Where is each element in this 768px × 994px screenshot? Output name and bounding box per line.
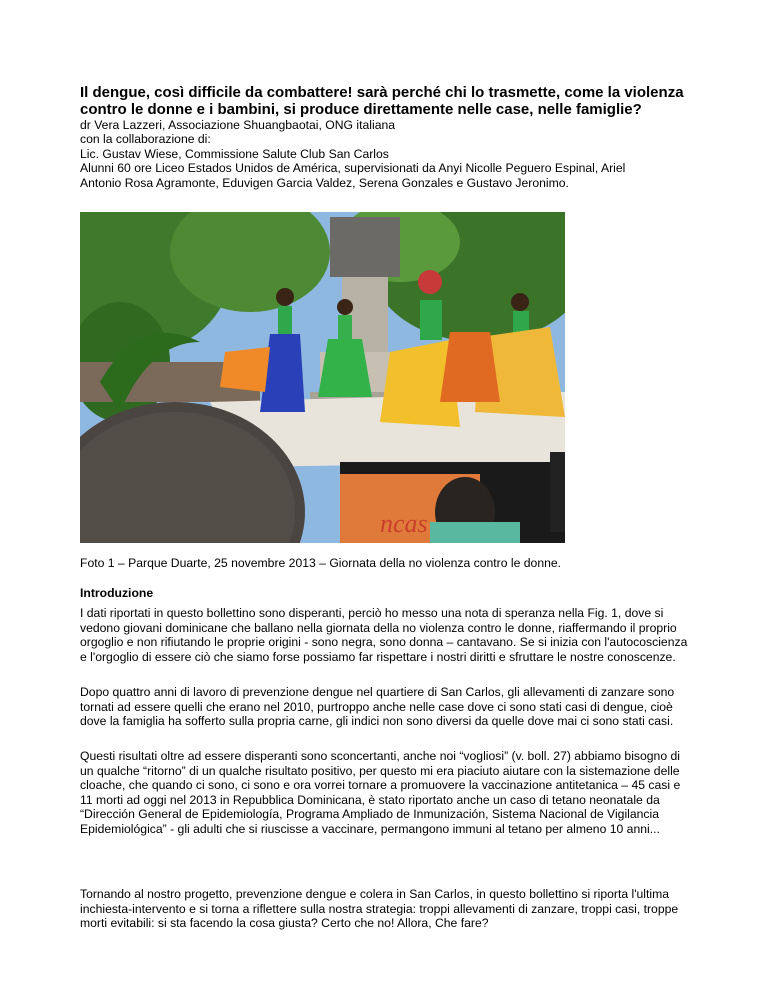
author-line: con la collaborazione di: [80,132,211,147]
paragraph: Tornando al nostro progetto, prevenzione dengue e colera in San Carlos, in questo bollettino si riporta l'ultima inchiesta-intervento e si torna a riflettere sulla nostra strategia: troppi allevamenti di zanzare, troppi casi, troppe morti evitabili: si sta facendo la cosa giusta? Certo che no! Allora, Che fare? [80,887,679,931]
photo-dancers-parque-duarte [80,212,565,543]
paragraph: Questi risultati oltre ad essere disperanti sono sconcertanti, anche noi “vogliosi” (v. boll. 27) abbiamo bisogno di un qualche “ritorno” di un qualche risultato positivo, per questo mi era piaciuto aiutare con la sistemazione delle cloache, che quando ci sono, ci sono e ora vorrei tornare a promuovere la vaccinazione antitetanica – 45 casi e 11 morti ad oggi nel 2013 in Repubblica Dominicana, è stato riportato anche un caso di tetano neonatale da “Dirección General de Epidemiología, Programa Ampliado de Inmunización, Sistema Nacional de Vigilancia Epidemiológica” - gli adulti che si riuscisse a vaccinare, permangono immuni al tetano per almeno 10 anni... [80,749,681,836]
photo-caption: Foto 1 – Parque Duarte, 25 novembre 2013 – Giornata della no violenza contro le donne. [80,556,562,570]
section-heading: Introduzione [80,586,154,600]
document-title: Il dengue, così difficile da combattere! sarà perché chi lo trasmette, come la violenza contro le donne e i bambini, si produce direttamente nelle case, nelle famiglie? [80,84,684,118]
paragraph: Dopo quattro anni di lavoro di prevenzione dengue nel quartiere di San Carlos, gli allevamenti di zanzare sono tornati ad essere quelli che erano nel 2010, purtroppo anche nelle case dove ci sono stati casi di dengue, cioè dove la famiglia ha sofferto sulla propria carne, gli indici non sono diversi da quelle dove mai ci sono stati casi. [80,685,675,729]
author-line: Antonio Rosa Agramonte, Eduvigen Garcia Valdez, Serena Gonzales e Gustavo Jeronimo. [80,175,569,190]
author-line: dr Vera Lazzeri, Associazione Shuangbaotai, ONG italiana [80,118,396,132]
author-line: Lic. Gustav Wiese, Commissione Salute Club San Carlos [80,146,389,161]
document-page [80,84,692,931]
paragraph: I dati riportati in questo bollettino sono disperanti, perciò ho messo una nota di speranza nella Fig. 1, dove si vedono giovani dominicane che ballano nella giornata della no violenza contro le donne, riaffermando il proprio orgoglio e non rifiutando le proprie origini - sono negra, sono donna – cantavano. Se si inizia con l'autocoscienza e l'orgoglio di essere ciò che siamo forse possiamo far rispettare i nostri diritti e sfruttare le nostre conoscenze. [80,606,688,664]
author-block [80,118,692,190]
banner-text: ncas [380,509,428,538]
author-line: Alunni 60 ore Liceo Estados Unidos de América, supervisionati da Anyi Nicolle Peguero Espinal, Ariel [80,161,626,176]
